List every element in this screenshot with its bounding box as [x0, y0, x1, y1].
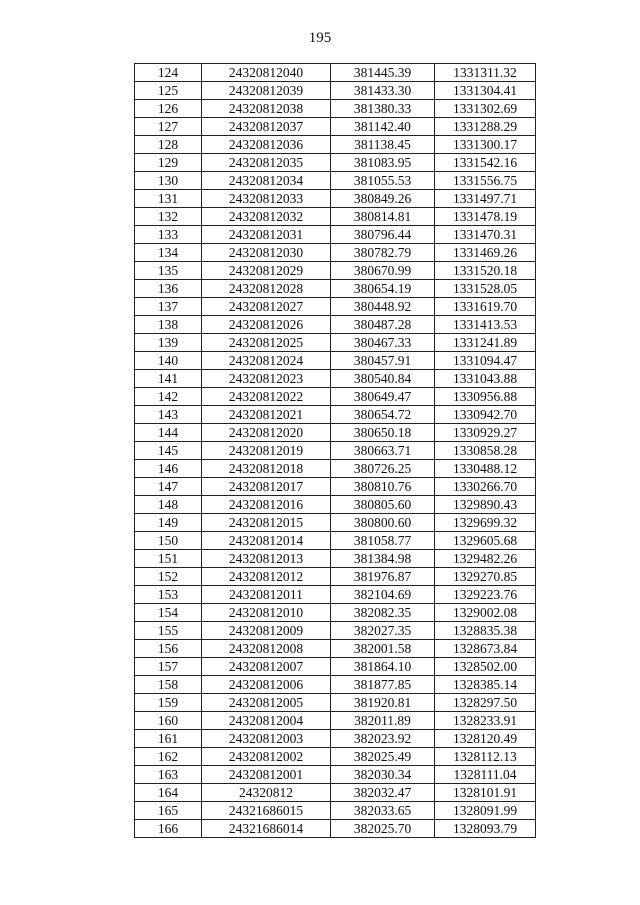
table-row — [135, 496, 536, 514]
row-index-cell: 147 — [135, 478, 202, 496]
table-row — [135, 316, 536, 334]
row-index-cell: 164 — [135, 784, 202, 802]
row-index-cell: 142 — [135, 388, 202, 406]
coordinates-table — [134, 63, 536, 838]
y-coordinate-cell: 1328673.84 — [435, 640, 536, 658]
table-row — [135, 568, 536, 586]
table-row — [135, 262, 536, 280]
table-row — [135, 802, 536, 820]
point-id-cell: 24320812011 — [202, 586, 331, 604]
point-id-cell: 24320812024 — [202, 352, 331, 370]
x-coordinate-cell: 382104.69 — [331, 586, 435, 604]
x-coordinate-cell: 380654.72 — [331, 406, 435, 424]
x-coordinate-cell: 381445.39 — [331, 64, 435, 82]
point-id-cell: 24320812004 — [202, 712, 331, 730]
y-coordinate-cell: 1328297.50 — [435, 694, 536, 712]
y-coordinate-cell: 1328101.91 — [435, 784, 536, 802]
point-id-cell: 24320812016 — [202, 496, 331, 514]
y-coordinate-cell: 1330858.28 — [435, 442, 536, 460]
x-coordinate-cell: 381058.77 — [331, 532, 435, 550]
row-index-cell: 166 — [135, 820, 202, 838]
table-row — [135, 136, 536, 154]
point-id-cell: 24320812026 — [202, 316, 331, 334]
table-row — [135, 208, 536, 226]
point-id-cell: 24320812034 — [202, 172, 331, 190]
row-index-cell: 161 — [135, 730, 202, 748]
table-row — [135, 550, 536, 568]
y-coordinate-cell: 1331241.89 — [435, 334, 536, 352]
table-row — [135, 442, 536, 460]
point-id-cell: 24320812020 — [202, 424, 331, 442]
x-coordinate-cell: 380800.60 — [331, 514, 435, 532]
row-index-cell: 150 — [135, 532, 202, 550]
row-index-cell: 139 — [135, 334, 202, 352]
y-coordinate-cell: 1330488.12 — [435, 460, 536, 478]
y-coordinate-cell: 1328120.49 — [435, 730, 536, 748]
x-coordinate-cell: 381864.10 — [331, 658, 435, 676]
row-index-cell: 148 — [135, 496, 202, 514]
y-coordinate-cell: 1329270.85 — [435, 568, 536, 586]
table-row — [135, 406, 536, 424]
row-index-cell: 153 — [135, 586, 202, 604]
x-coordinate-cell: 380810.76 — [331, 478, 435, 496]
y-coordinate-cell: 1331302.69 — [435, 100, 536, 118]
x-coordinate-cell: 381920.81 — [331, 694, 435, 712]
y-coordinate-cell: 1329223.76 — [435, 586, 536, 604]
row-index-cell: 158 — [135, 676, 202, 694]
point-id-cell: 24320812009 — [202, 622, 331, 640]
row-index-cell: 149 — [135, 514, 202, 532]
point-id-cell: 24320812021 — [202, 406, 331, 424]
table-row — [135, 640, 536, 658]
row-index-cell: 130 — [135, 172, 202, 190]
point-id-cell: 24320812039 — [202, 82, 331, 100]
point-id-cell: 24320812017 — [202, 478, 331, 496]
row-index-cell: 154 — [135, 604, 202, 622]
y-coordinate-cell: 1331043.88 — [435, 370, 536, 388]
row-index-cell: 145 — [135, 442, 202, 460]
point-id-cell: 24320812018 — [202, 460, 331, 478]
x-coordinate-cell: 382025.70 — [331, 820, 435, 838]
table-row — [135, 460, 536, 478]
y-coordinate-cell: 1331556.75 — [435, 172, 536, 190]
x-coordinate-cell: 382082.35 — [331, 604, 435, 622]
y-coordinate-cell: 1329890.43 — [435, 496, 536, 514]
y-coordinate-cell: 1329482.26 — [435, 550, 536, 568]
row-index-cell: 160 — [135, 712, 202, 730]
row-index-cell: 129 — [135, 154, 202, 172]
y-coordinate-cell: 1331497.71 — [435, 190, 536, 208]
row-index-cell: 132 — [135, 208, 202, 226]
table-row — [135, 532, 536, 550]
table-row — [135, 622, 536, 640]
y-coordinate-cell: 1331311.32 — [435, 64, 536, 82]
x-coordinate-cell: 380796.44 — [331, 226, 435, 244]
row-index-cell: 135 — [135, 262, 202, 280]
point-id-cell: 24320812040 — [202, 64, 331, 82]
y-coordinate-cell: 1328111.04 — [435, 766, 536, 784]
point-id-cell: 24320812022 — [202, 388, 331, 406]
x-coordinate-cell: 380649.47 — [331, 388, 435, 406]
row-index-cell: 146 — [135, 460, 202, 478]
table-row — [135, 658, 536, 676]
table-row — [135, 820, 536, 838]
x-coordinate-cell: 381380.33 — [331, 100, 435, 118]
table-row — [135, 748, 536, 766]
x-coordinate-cell: 380650.18 — [331, 424, 435, 442]
table-row — [135, 730, 536, 748]
table-row — [135, 280, 536, 298]
row-index-cell: 138 — [135, 316, 202, 334]
row-index-cell: 126 — [135, 100, 202, 118]
row-index-cell: 152 — [135, 568, 202, 586]
x-coordinate-cell: 380814.81 — [331, 208, 435, 226]
point-id-cell: 24320812028 — [202, 280, 331, 298]
point-id-cell: 24320812023 — [202, 370, 331, 388]
point-id-cell: 24320812006 — [202, 676, 331, 694]
point-id-cell: 24320812002 — [202, 748, 331, 766]
table-row — [135, 712, 536, 730]
point-id-cell: 24320812037 — [202, 118, 331, 136]
table-row — [135, 604, 536, 622]
point-id-cell: 24321686014 — [202, 820, 331, 838]
x-coordinate-cell: 381142.40 — [331, 118, 435, 136]
y-coordinate-cell: 1330929.27 — [435, 424, 536, 442]
point-id-cell: 24320812010 — [202, 604, 331, 622]
x-coordinate-cell: 380849.26 — [331, 190, 435, 208]
y-coordinate-cell: 1328385.14 — [435, 676, 536, 694]
row-index-cell: 125 — [135, 82, 202, 100]
y-coordinate-cell: 1328112.13 — [435, 748, 536, 766]
point-id-cell: 24320812012 — [202, 568, 331, 586]
y-coordinate-cell: 1328091.99 — [435, 802, 536, 820]
table-row — [135, 388, 536, 406]
point-id-cell: 24320812015 — [202, 514, 331, 532]
row-index-cell: 157 — [135, 658, 202, 676]
row-index-cell: 163 — [135, 766, 202, 784]
y-coordinate-cell: 1331300.17 — [435, 136, 536, 154]
y-coordinate-cell: 1330956.88 — [435, 388, 536, 406]
row-index-cell: 162 — [135, 748, 202, 766]
table-row — [135, 784, 536, 802]
point-id-cell: 24321686015 — [202, 802, 331, 820]
y-coordinate-cell: 1330942.70 — [435, 406, 536, 424]
table-row — [135, 676, 536, 694]
point-id-cell: 24320812033 — [202, 190, 331, 208]
table-row — [135, 586, 536, 604]
row-index-cell: 131 — [135, 190, 202, 208]
table-row — [135, 172, 536, 190]
table-row — [135, 478, 536, 496]
x-coordinate-cell: 381877.85 — [331, 676, 435, 694]
y-coordinate-cell: 1330266.70 — [435, 478, 536, 496]
point-id-cell: 24320812008 — [202, 640, 331, 658]
y-coordinate-cell: 1331413.53 — [435, 316, 536, 334]
y-coordinate-cell: 1329605.68 — [435, 532, 536, 550]
x-coordinate-cell: 380457.91 — [331, 352, 435, 370]
point-id-cell: 24320812036 — [202, 136, 331, 154]
row-index-cell: 128 — [135, 136, 202, 154]
y-coordinate-cell: 1331094.47 — [435, 352, 536, 370]
table-row — [135, 514, 536, 532]
point-id-cell: 24320812001 — [202, 766, 331, 784]
table-row — [135, 100, 536, 118]
table-row — [135, 154, 536, 172]
point-id-cell: 24320812013 — [202, 550, 331, 568]
row-index-cell: 140 — [135, 352, 202, 370]
point-id-cell: 24320812025 — [202, 334, 331, 352]
x-coordinate-cell: 381083.95 — [331, 154, 435, 172]
y-coordinate-cell: 1328233.91 — [435, 712, 536, 730]
x-coordinate-cell: 382032.47 — [331, 784, 435, 802]
point-id-cell: 24320812030 — [202, 244, 331, 262]
y-coordinate-cell: 1331520.18 — [435, 262, 536, 280]
table-row — [135, 82, 536, 100]
point-id-cell: 24320812005 — [202, 694, 331, 712]
coordinates-table-body — [135, 64, 536, 838]
table-row — [135, 694, 536, 712]
x-coordinate-cell: 380670.99 — [331, 262, 435, 280]
x-coordinate-cell: 381384.98 — [331, 550, 435, 568]
y-coordinate-cell: 1331528.05 — [435, 280, 536, 298]
table-row — [135, 226, 536, 244]
table-row — [135, 298, 536, 316]
row-index-cell: 143 — [135, 406, 202, 424]
x-coordinate-cell: 380448.92 — [331, 298, 435, 316]
y-coordinate-cell: 1329002.08 — [435, 604, 536, 622]
page-number: 195 — [308, 30, 332, 46]
y-coordinate-cell: 1328502.00 — [435, 658, 536, 676]
row-index-cell: 165 — [135, 802, 202, 820]
x-coordinate-cell: 380540.84 — [331, 370, 435, 388]
x-coordinate-cell: 381055.53 — [331, 172, 435, 190]
x-coordinate-cell: 381433.30 — [331, 82, 435, 100]
x-coordinate-cell: 380726.25 — [331, 460, 435, 478]
table-row — [135, 424, 536, 442]
y-coordinate-cell: 1331469.26 — [435, 244, 536, 262]
table-row — [135, 334, 536, 352]
table-row — [135, 370, 536, 388]
x-coordinate-cell: 382023.92 — [331, 730, 435, 748]
x-coordinate-cell: 381976.87 — [331, 568, 435, 586]
y-coordinate-cell: 1331478.19 — [435, 208, 536, 226]
point-id-cell: 24320812038 — [202, 100, 331, 118]
x-coordinate-cell: 380782.79 — [331, 244, 435, 262]
row-index-cell: 151 — [135, 550, 202, 568]
y-coordinate-cell: 1331304.41 — [435, 82, 536, 100]
x-coordinate-cell: 382030.34 — [331, 766, 435, 784]
y-coordinate-cell: 1331288.29 — [435, 118, 536, 136]
row-index-cell: 133 — [135, 226, 202, 244]
row-index-cell: 141 — [135, 370, 202, 388]
point-id-cell: 24320812007 — [202, 658, 331, 676]
point-id-cell: 24320812 — [202, 784, 331, 802]
row-index-cell: 144 — [135, 424, 202, 442]
point-id-cell: 24320812014 — [202, 532, 331, 550]
row-index-cell: 127 — [135, 118, 202, 136]
x-coordinate-cell: 380487.28 — [331, 316, 435, 334]
y-coordinate-cell: 1331542.16 — [435, 154, 536, 172]
x-coordinate-cell: 380805.60 — [331, 496, 435, 514]
x-coordinate-cell: 382025.49 — [331, 748, 435, 766]
row-index-cell: 124 — [135, 64, 202, 82]
y-coordinate-cell: 1329699.32 — [435, 514, 536, 532]
x-coordinate-cell: 382027.35 — [331, 622, 435, 640]
row-index-cell: 136 — [135, 280, 202, 298]
point-id-cell: 24320812029 — [202, 262, 331, 280]
table-row — [135, 766, 536, 784]
y-coordinate-cell: 1331619.70 — [435, 298, 536, 316]
row-index-cell: 159 — [135, 694, 202, 712]
x-coordinate-cell: 382011.89 — [331, 712, 435, 730]
table-row — [135, 118, 536, 136]
x-coordinate-cell: 380467.33 — [331, 334, 435, 352]
y-coordinate-cell: 1328093.79 — [435, 820, 536, 838]
point-id-cell: 24320812027 — [202, 298, 331, 316]
x-coordinate-cell: 382033.65 — [331, 802, 435, 820]
table-row — [135, 64, 536, 82]
row-index-cell: 155 — [135, 622, 202, 640]
table-row — [135, 190, 536, 208]
table-row — [135, 244, 536, 262]
row-index-cell: 156 — [135, 640, 202, 658]
x-coordinate-cell: 382001.58 — [331, 640, 435, 658]
x-coordinate-cell: 381138.45 — [331, 136, 435, 154]
table-row — [135, 352, 536, 370]
point-id-cell: 24320812019 — [202, 442, 331, 460]
point-id-cell: 24320812035 — [202, 154, 331, 172]
x-coordinate-cell: 380663.71 — [331, 442, 435, 460]
x-coordinate-cell: 380654.19 — [331, 280, 435, 298]
y-coordinate-cell: 1331470.31 — [435, 226, 536, 244]
point-id-cell: 24320812032 — [202, 208, 331, 226]
y-coordinate-cell: 1328835.38 — [435, 622, 536, 640]
point-id-cell: 24320812031 — [202, 226, 331, 244]
row-index-cell: 134 — [135, 244, 202, 262]
point-id-cell: 24320812003 — [202, 730, 331, 748]
row-index-cell: 137 — [135, 298, 202, 316]
